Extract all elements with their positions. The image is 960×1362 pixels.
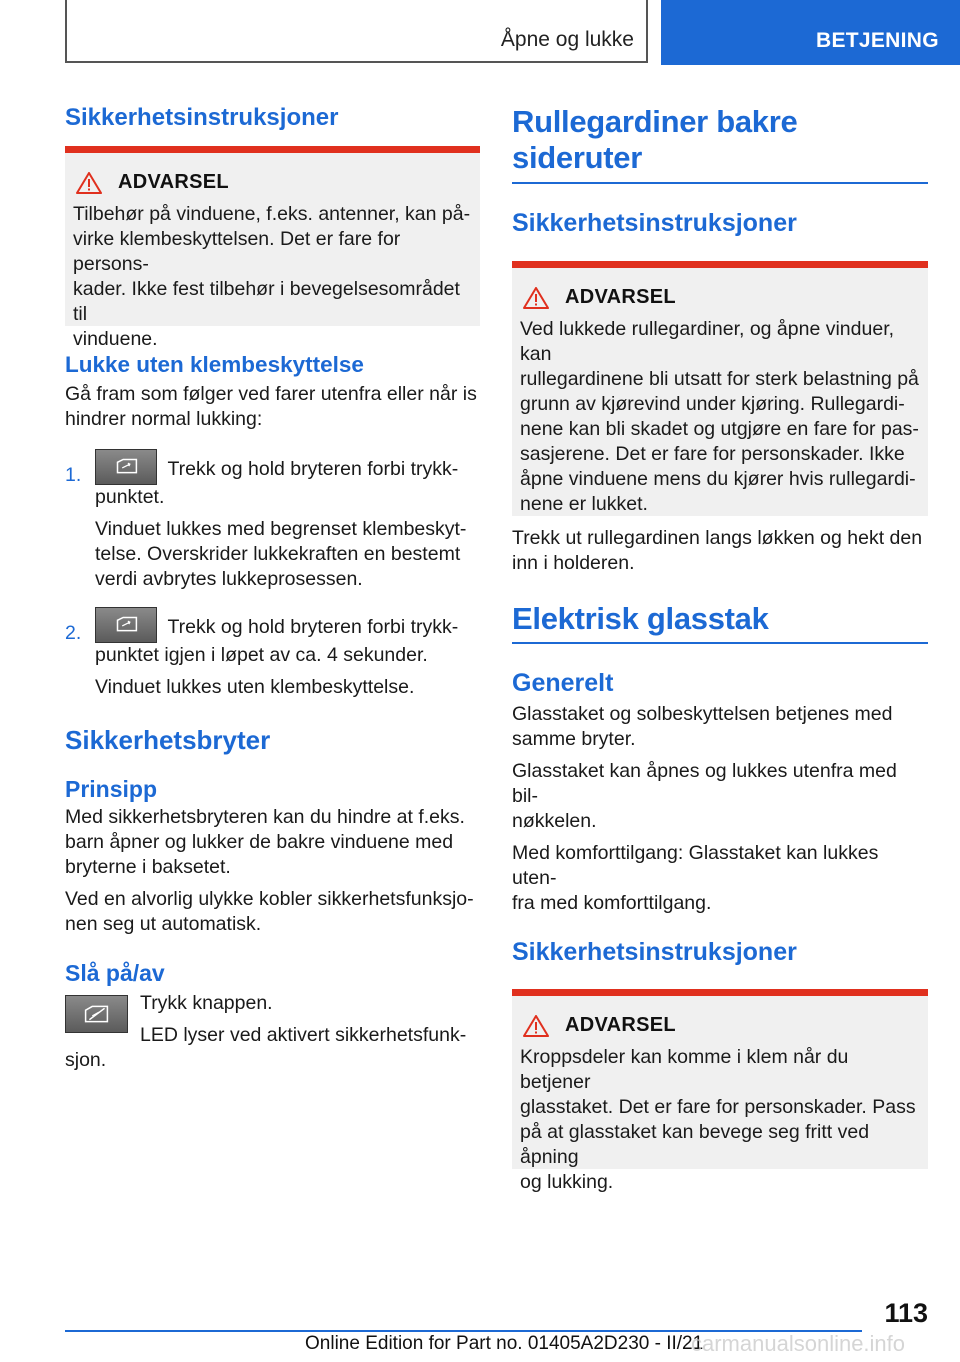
step-1-text: Trekk og hold bryteren forbi trykk- [167,458,459,481]
heading-on-off: Slå på/av [65,960,165,986]
close-intro-text: Gå fram som følger ved farer utenfra eller når is hindrer normal lukking: [65,383,477,430]
warning-label: ADVARSEL [565,286,676,308]
warning-title-row [523,286,920,309]
footer-edition-text: Online Edition for Part no. 01405A2D230 - II/21 [305,1333,704,1354]
warning-triangle-icon [523,1015,549,1037]
general-paragraph-1: Glasstaket og solbeskyttelsen betjenes med samme bryter. [512,703,893,750]
step-2-result: Vinduet lukkes uten klembeskyttelse. [95,676,415,698]
warning-title-row [523,1014,920,1037]
warning-text: Kroppsdeler kan komme i klem når du betjener glasstaket. Det er fare for personskader. Pass på at glasstaket kan bevege seg fritt ved åpning og lukking. [520,1046,916,1193]
heading-rule-roof [512,642,928,644]
left-column [65,104,480,1073]
header-chapter-tab [661,0,960,65]
warning-text: Tilbehør på vinduene, f.eks. antenner, kan på- virke klembeskyttelsen. Det er fare for persons- kader. Ikke fest tilbehør i bevegelsesområdet til vinduene. [73,203,471,350]
heading-safety-switch: Sikkerhetsbryter [65,725,271,755]
warning-box-roof [512,989,928,1193]
window-switch-button-image-2 [95,607,157,643]
window-switch-button-image [95,449,157,485]
step-2-continuation: punktet igjen i løpet av ca. 4 sekunder. [95,644,428,666]
watermark: carmanualsonline.info [691,1331,906,1356]
glass-roof-heading-block [512,599,928,639]
step-2-number: 2. [65,622,82,644]
header-section-title: Åpne og lukke [500,28,634,51]
step-1-continuation: punktet. [95,486,165,508]
on-off-block [65,991,480,1073]
window-lock-icon [66,996,127,1032]
warning-title-row [76,171,472,194]
step-2 [65,607,480,700]
heading-safety-roof: Sikkerhetsinstruksjoner [512,938,797,966]
warning-label: ADVARSEL [565,1014,676,1036]
heading-safety-left: Sikkerhetsinstruksjoner [65,104,339,131]
window-switch-icon [96,450,156,484]
window-switch-icon [96,608,156,642]
heading-safety-blinds: Sikkerhetsinstruksjoner [512,209,797,237]
heading-principle: Prinsipp [65,776,158,802]
warning-triangle-icon [523,287,549,309]
heading-glass-roof: Elektrisk glasstak [512,601,769,636]
page-number: 113 [884,1298,928,1328]
warning-text: Ved lukkede rullegardiner, og åpne vinduer, kan rullegardinene bli utsatt for sterk belastning på grunn av kjørevind under kjøring. Rullegardi- nene kan bli skadet og utgjøre en fare for pas- sasjerene. Det er fare for personskader. Ikke åpne vinduene mens du kjører hvis rullegardi- nene er lukket. [520,318,919,515]
warning-triangle-icon [76,172,102,194]
step-1-result: Vinduet lukkes med begrenset klembeskyt- telse. Overskrider lukkekraften en bestemt verdi avbrytes lukkeprosessen. [95,518,467,590]
heading-close-without-protection: Lukke uten klembeskyttelse [65,352,364,377]
heading-general: Generelt [512,669,614,697]
heading-rule-blinds [512,182,928,184]
general-paragraph-3: Med komforttilgang: Glasstaket kan lukkes uten- fra med komforttilgang. [512,842,879,914]
step-2-text: Trekk og hold bryteren forbi trykk- [167,616,459,639]
principle-paragraph-1: Med sikkerhetsbryteren kan du hindre at f.eks. barn åpner og lukker de bakre vinduene med bryterne i baksetet. [65,806,465,878]
glass-roof-body [512,669,928,1193]
on-off-led-text-cont: sjon. [65,1049,107,1071]
step-1-number: 1. [65,464,82,486]
header-section-box [65,0,648,63]
on-off-led-text: LED lyser ved aktivert sikkerhetsfunk- [140,1024,467,1046]
general-paragraph-2: Glasstaket kan åpnes og lukkes utenfra med bil- nøkkelen. [512,760,897,832]
header-chapter-title: BETJENING [816,29,939,52]
warning-box-blinds [512,261,928,516]
right-column [512,104,928,176]
child-lock-button-image [65,995,128,1033]
warning-box-windows [65,146,480,350]
warning-label: ADVARSEL [118,171,229,193]
footer-edition [305,1333,703,1355]
principle-paragraph-2: Ved en alvorlig ulykke kobler sikkerhetsfunksjo- nen seg ut automatisk. [65,888,474,935]
on-off-press-text: Trykk knappen. [140,992,273,1014]
heading-rear-blinds: Rullegardiner bakre sideruter [512,104,798,175]
step-1 [65,449,480,592]
right-column-body [512,209,928,576]
blinds-instruction: Trekk ut rullegardinen langs løkken og hekt den inn i holderen. [512,527,923,574]
